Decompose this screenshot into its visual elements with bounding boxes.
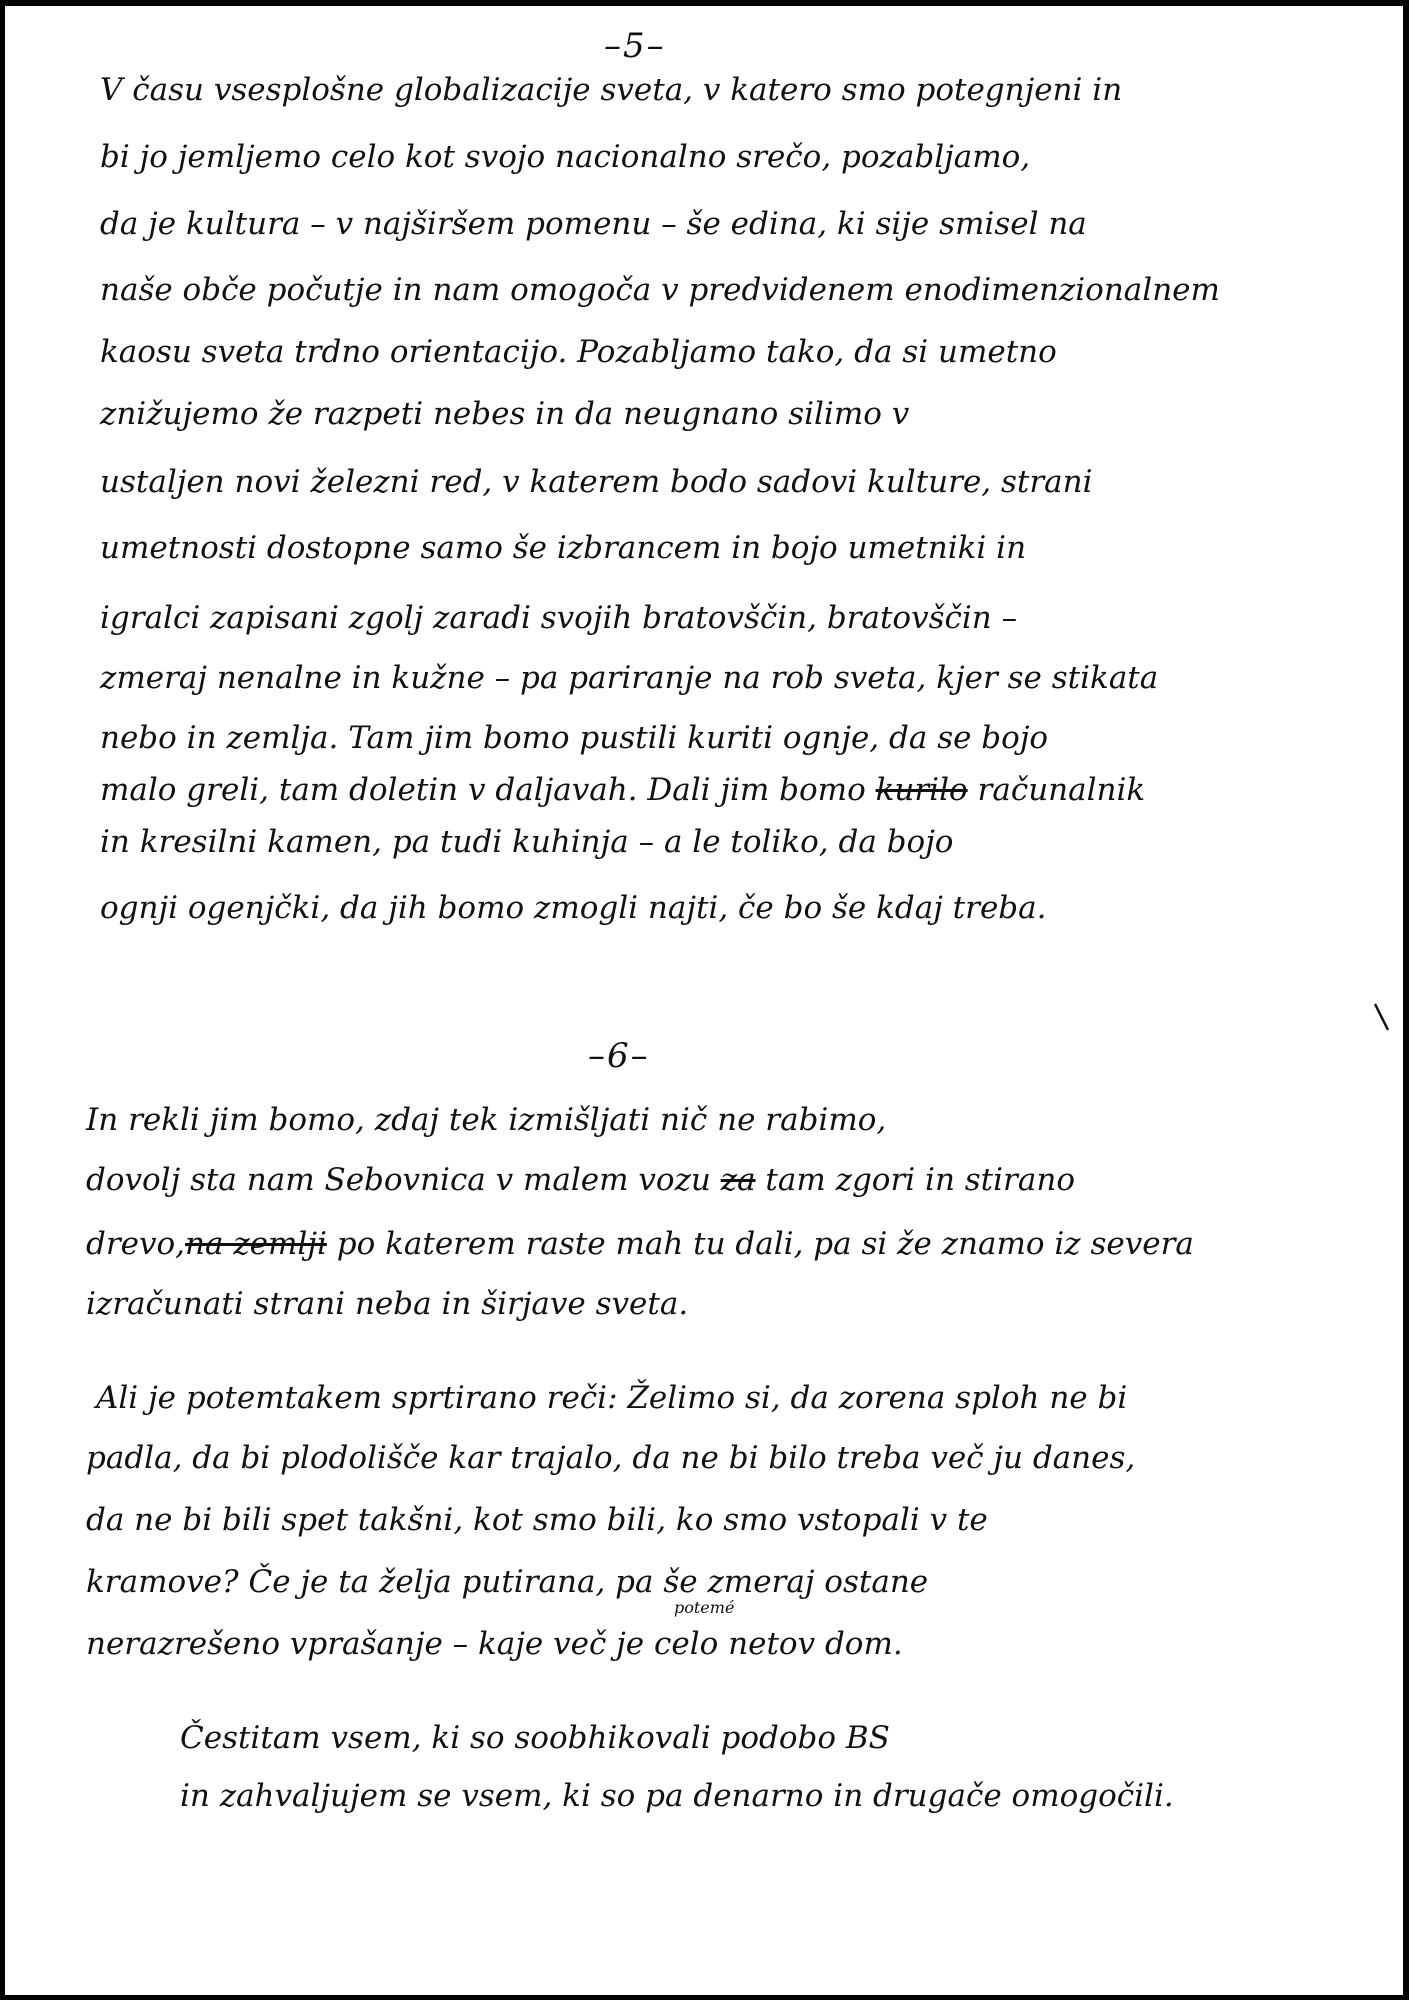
page5-line-10: zmeraj nenalne in kužne – pa pariranje na rob sveta, kjer se stikata	[100, 660, 1159, 696]
page6-line-4: izračunati strani neba in širjave sveta.	[86, 1286, 689, 1322]
page6-line-3	[86, 1224, 1194, 1264]
page5-line-4: naše obče počutje in nam omogoča v predvidenem enodimenzionalnem	[100, 272, 1220, 308]
page5-line-11: nebo in zemlja. Tam jim bomo pustili kuriti ognje, da se bojo	[100, 720, 1049, 756]
scan-border-bottom	[0, 1995, 1409, 2000]
page5-line-5: kaosu sveta trdno orientacijo. Pozabljamo tako, da si umetno	[100, 334, 1057, 370]
page5-line-13: in kresilni kamen, pa tudi kuhinja – a le toliko, da bojo	[100, 824, 954, 860]
page6-line-2-tail: tam zgori in stirano	[765, 1162, 1075, 1198]
page6-line-2	[86, 1160, 1075, 1200]
margin-tick-mark	[1374, 1002, 1390, 1032]
page6-para2-line-5-tail: celo netov dom.	[654, 1626, 903, 1662]
page5-line-12	[100, 770, 1145, 810]
page6-line-2-text: dovolj sta nam Sebovnica v malem vozu	[86, 1162, 711, 1198]
page6-para2-line-3: da ne bi bili spet takšni, kot smo bili, ko smo vstopali v te	[86, 1502, 988, 1538]
page5-line-7: ustaljen novi železni red, v katerem bodo sadovi kulture, strani	[100, 464, 1093, 500]
page5-line-2: bi jo jemljemo celo kot svojo nacionalno srečo, pozabljamo,	[100, 139, 1031, 175]
page5-line-6: znižujemo že razpeti nebes in da neugnano silimo v	[100, 396, 910, 432]
page6-para3-line-1: Čestitam vsem, ki so soobhikovali podobo BS	[180, 1720, 890, 1756]
page5-line-12-text: malo greli, tam doletin v daljavah. Dali jim bomo	[100, 772, 866, 808]
struck-word-za: za	[720, 1162, 756, 1198]
page6-para2-line-4: kramove? Če je ta želja putirana, pa še zmeraj ostane	[86, 1564, 929, 1600]
page5-line-12-tail: računalnik	[977, 772, 1146, 808]
page6-line-1: In rekli jim bomo, zdaj tek izmišljati nič ne rabimo,	[86, 1102, 887, 1138]
struck-word-kurilo: kurilo	[875, 772, 968, 808]
page6-para2-line-5	[86, 1598, 903, 1664]
page-number-6: –6–	[588, 1036, 650, 1076]
page6-line-3-text: drevo,	[86, 1226, 186, 1262]
page6-para3-line-2: in zahvaljujem se vsem, ki so pa denarno in drugače omogočili.	[180, 1778, 1174, 1814]
scan-border-left	[0, 0, 5, 2000]
struck-words-na-zemlji: na zemlji	[185, 1226, 327, 1262]
inserted-word: potemé	[674, 1598, 735, 1617]
scan-border-right	[1403, 0, 1409, 2000]
caret-insertion	[654, 1598, 903, 1664]
page5-line-3: da je kultura – v najširšem pomenu – še edina, ki sije smisel na	[100, 206, 1087, 242]
scan-border-top	[0, 0, 1409, 6]
page5-line-9: igralci zapisani zgolj zaradi svojih bratovščin, bratovščin –	[100, 600, 1018, 636]
page6-line-3-tail: po katerem raste mah tu dali, pa si že znamo iz severa	[336, 1226, 1194, 1262]
page5-line-14: ognji ogenjčki, da jih bomo zmogli najti, če bo še kdaj treba.	[100, 890, 1047, 926]
page5-line-1: V času vsesplošne globalizacije sveta, v katero smo potegnjeni in	[100, 72, 1123, 108]
page6-para2-line-2: padla, da bi plodolišče kar trajalo, da ne bi bilo treba več ju danes,	[86, 1440, 1136, 1476]
page-number-5: –5–	[604, 26, 666, 66]
page5-line-8: umetnosti dostopne samo še izbrancem in bojo umetniki in	[100, 530, 1027, 566]
page6-para2-line-1: Ali je potemtakem sprtirano reči: Želimo si, da zorena sploh ne bi	[96, 1380, 1128, 1416]
page6-para2-line-5-text: nerazrešeno vprašanje – kaje več je	[86, 1626, 645, 1662]
